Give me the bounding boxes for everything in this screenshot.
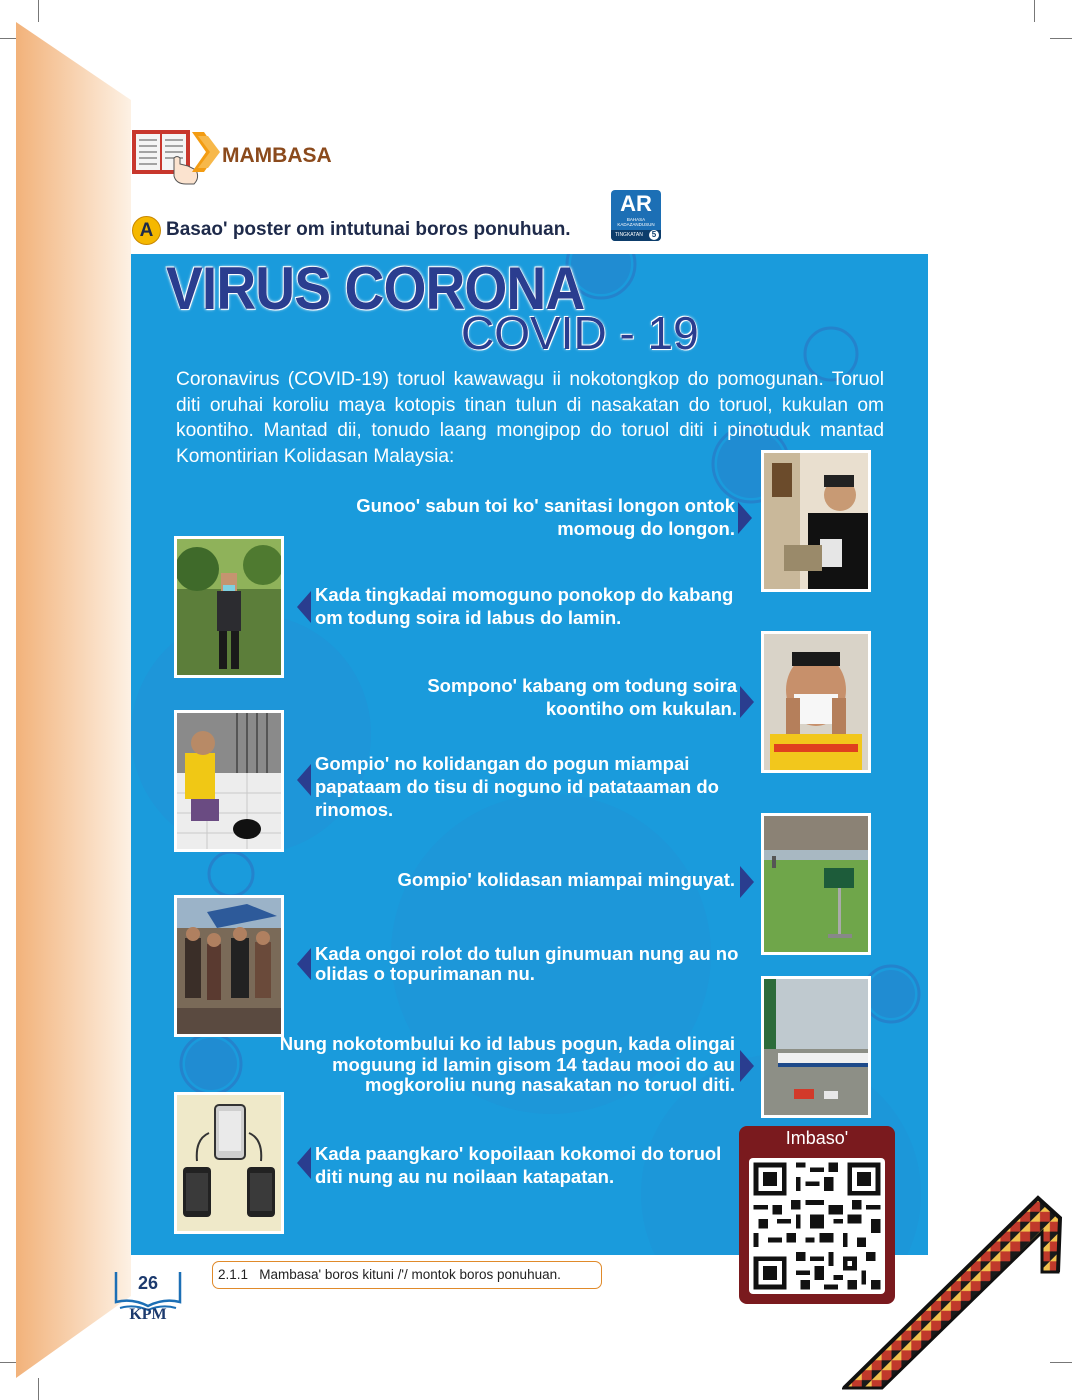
tip-8-text: Kada paangkaro' kopoilaan kokomoi do toruol diti nung au nu noilaan katapatan. bbox=[315, 1143, 722, 1187]
tip-1-text: Gunoo' sabun toi ko' sanitasi longon ontok momoug do longon. bbox=[356, 495, 735, 539]
corner-pattern-decoration bbox=[842, 1192, 1072, 1392]
crop-mark bbox=[1050, 38, 1072, 39]
arrow-left-icon bbox=[297, 764, 311, 796]
learning-standard-box bbox=[212, 1261, 602, 1289]
tip-4-text: Gompio' no kolidangan do pogun miampai papataam do tisu di noguno id patataaman do rinomos. bbox=[315, 753, 719, 820]
qr-label: Imbaso' bbox=[785, 1128, 849, 1148]
poster-subtitle: COVID - 19 bbox=[461, 307, 699, 359]
photo-hand-sanitizer bbox=[761, 450, 871, 592]
publisher-label: KPM bbox=[129, 1306, 167, 1323]
arrow-right-icon bbox=[740, 1050, 754, 1082]
arrow-right-icon bbox=[740, 686, 754, 718]
poster-intro: Coronavirus (COVID-19) toruol kawawagu ii nokotongkop do pomogunan. Toruol diti oruhai koroliu maya kotopis tinan tulun di nasakatan do toruol, kukulan om koontiho. Mantad dii, tonudo laang mongipop do toruol diti i pinotuduk mantad Komontirian Kolidasan Malaysia: bbox=[176, 369, 884, 467]
section-label: MAMBASA bbox=[222, 144, 332, 167]
side-stripe-decoration bbox=[0, 0, 140, 1400]
ar-label: AR bbox=[620, 191, 652, 216]
photo-man-covering-face bbox=[761, 631, 871, 773]
arrow-left-icon bbox=[297, 591, 311, 623]
photo-airport bbox=[761, 976, 871, 1118]
ar-grade: TINGKATAN 5 bbox=[611, 230, 661, 241]
photo-cleaning-floor bbox=[174, 710, 284, 852]
tip-5-text: Gompio' kolidasan miampai minguyat. bbox=[397, 869, 735, 890]
photo-person-outdoors-mask bbox=[174, 536, 284, 678]
page-number: 26 bbox=[137, 1273, 159, 1293]
section-header bbox=[130, 128, 360, 186]
crop-mark bbox=[1034, 0, 1035, 22]
task-instruction: Basao' poster om intutunai boros ponuhuan. bbox=[166, 219, 571, 240]
arrow-left-icon bbox=[297, 1147, 311, 1179]
ar-subtitle: BAHASA KADAZANDUSUN bbox=[617, 217, 655, 227]
page-number-logo bbox=[112, 1268, 184, 1328]
covid-poster bbox=[131, 254, 928, 1255]
ar-badge[interactable] bbox=[611, 190, 661, 241]
tip-6-text: Kada ongoi rolot do tulun ginumuan nung au no olidas o topurimanan nu. bbox=[315, 943, 739, 984]
task-badge: A bbox=[132, 216, 161, 245]
photo-crowded-market bbox=[174, 895, 284, 1037]
tip-7-text: Nung nokotombului ko id labus pogun, kada olingai moguung id lamin gisom 14 tadau mooi do au mogkoroliu nung nasakatan no toruol diti. bbox=[279, 1033, 735, 1095]
arrow-right-icon bbox=[738, 502, 752, 534]
photo-clean-grounds-sign bbox=[761, 813, 871, 955]
photo-phones-sharing bbox=[174, 1092, 284, 1234]
tip-2-text: Kada tingkadai momoguno ponokop do kabang om todung soira id labus do lamin. bbox=[315, 584, 734, 628]
arrow-left-icon bbox=[297, 948, 311, 980]
poster-title: VIRUS CORONA bbox=[166, 255, 585, 322]
tip-3-text: Sompono' kabang om todung soira koontiho om kukulan. bbox=[427, 675, 737, 719]
arrow-right-icon bbox=[740, 866, 754, 898]
book-icon bbox=[130, 128, 226, 186]
learning-standard-text: 2.1.1 Mambasa' boros kituni /'/ montok boros ponuhuan. bbox=[218, 1267, 561, 1282]
